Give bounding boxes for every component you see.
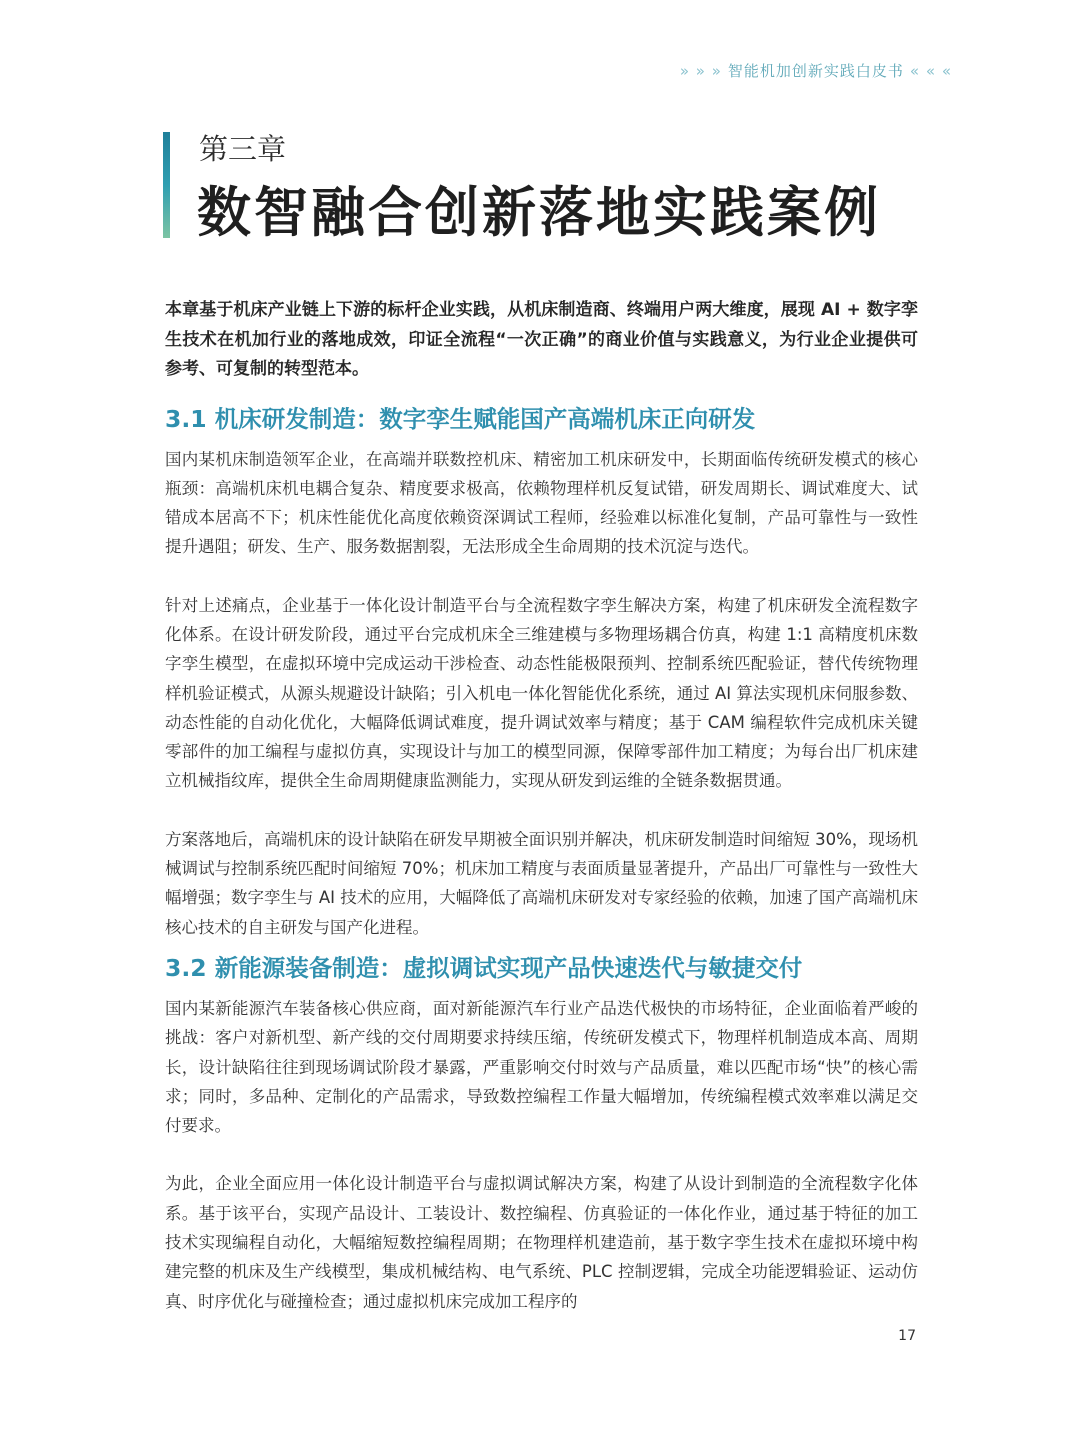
header-right-arrows: « « « <box>909 62 952 80</box>
section-heading-3-2: 3.2 新能源装备制造：虚拟调试实现产品快速迭代与敏捷交付 <box>165 953 803 982</box>
section-3-1-paragraph-3: 方案落地后，高端机床的设计缺陷在研发早期被全面识别并解决，机床研发制造时间缩短 30%，现场机械调试与控制系统匹配时间缩短 70%；机床加工精度与表面质量显著提升，产品出厂可靠性与一致性大幅增强；数字孪生与 AI 技术的应用，大幅降低了高端机床研发对专家经验的依赖，加速了国产高端机床核心技术的自主研发与国产化进程。 <box>165 829 918 937</box>
section-3-2-paragraph-1: 国内某新能源汽车装备核心供应商，面对新能源汽车行业产品迭代极快的市场特征，企业面临着严峻的挑战：客户对新机型、新产线的交付周期要求持续压缩，传统研发模式下，物理样机制造成本高、周期长，设计缺陷往往到现场调试阶段才暴露，严重影响交付时效与产品质量，难以匹配市场“快”的核心需求；同时，多品种、定制化的产品需求，导致数控编程工作量大幅增加，传统编程模式效率难以满足交付要求。 <box>165 998 918 1136</box>
chapter-accent-bar <box>163 132 170 238</box>
main-content <box>165 296 918 1345</box>
section-3-2-paragraph-2: 为此，企业全面应用一体化设计制造平台与虚拟调试解决方案，构建了从设计到制造的全流程数字化体系。基于该平台，实现产品设计、工装设计、数控编程、仿真验证的一体化作业，通过基于特征的加工技术实现编程自动化，大幅缩短数控编程周期；在物理样机建造前，基于数字孪生技术在虚拟环境中构建完整的机床及生产线模型，集成机械结构、电气系统、PLC 控制逻辑，完成全功能逻辑验证、运动仿真、时序优化与碰撞检查；通过虚拟机床完成加工程序的 <box>165 1174 918 1311</box>
chapter-intro: 本章基于机床产业链上下游的标杆企业实践，从机床制造商、终端用户两大维度，展现 AI + 数字孪生技术在机加行业的落地成效，印证全流程“一次正确”的商业价值与实践意义，为行业企业提供可参考、可复制的转型范本。 <box>165 300 918 379</box>
chapter-label: 第三章 <box>199 132 287 166</box>
header-left-arrows: » » » <box>679 62 722 80</box>
page-number: 17 <box>898 1328 916 1344</box>
document-title: 智能机加创新实践白皮书 <box>727 62 904 80</box>
section-heading-3-1: 3.1 机床研发制造：数字孪生赋能国产高端机床正向研发 <box>165 404 756 433</box>
running-header <box>674 60 958 81</box>
section-3-1-paragraph-2: 针对上述痛点，企业基于一体化设计制造平台与全流程数字孪生解决方案，构建了机床研发全流程数字化体系。在设计研发阶段，通过平台完成机床全三维建模与多物理场耦合仿真，构建 1:1 高精度机床数字孪生模型，在虚拟环境中完成运动干涉检查、动态性能极限预判、控制系统匹配验证，替代传统物理样机验证模式，从源头规避设计缺陷；引入机电一体化智能优化系统，通过 AI 算法实现机床伺服参数、动态性能的自动化优化，大幅降低调试难度，提升调试效率与精度；基于 CAM 编程软件完成机床关键零部件的加工编程与虚拟仿真，实现设计与加工的模型同源，保障零部件加工精度；为每台出厂机床建立机械指纹库，提供全生命周期健康监测能力，实现从研发到运维的全链条数据贯通。 <box>165 595 918 791</box>
chapter-title: 数智融合创新落地实践案例 <box>197 181 881 244</box>
section-3-1-paragraph-1: 国内某机床制造领军企业，在高端并联数控机床、精密加工机床研发中，长期面临传统研发模式的核心瓶颈：高端机床机电耦合复杂、精度要求极高，依赖物理样机反复试错，研发周期长、调试难度大、试错成本居高不下；机床性能优化高度依赖资深调试工程师，经验难以标准化复制，产品可靠性与一致性提升遇阻；研发、生产、服务数据割裂，无法形成全生命周期的技术沉淀与迭代。 <box>165 449 918 557</box>
